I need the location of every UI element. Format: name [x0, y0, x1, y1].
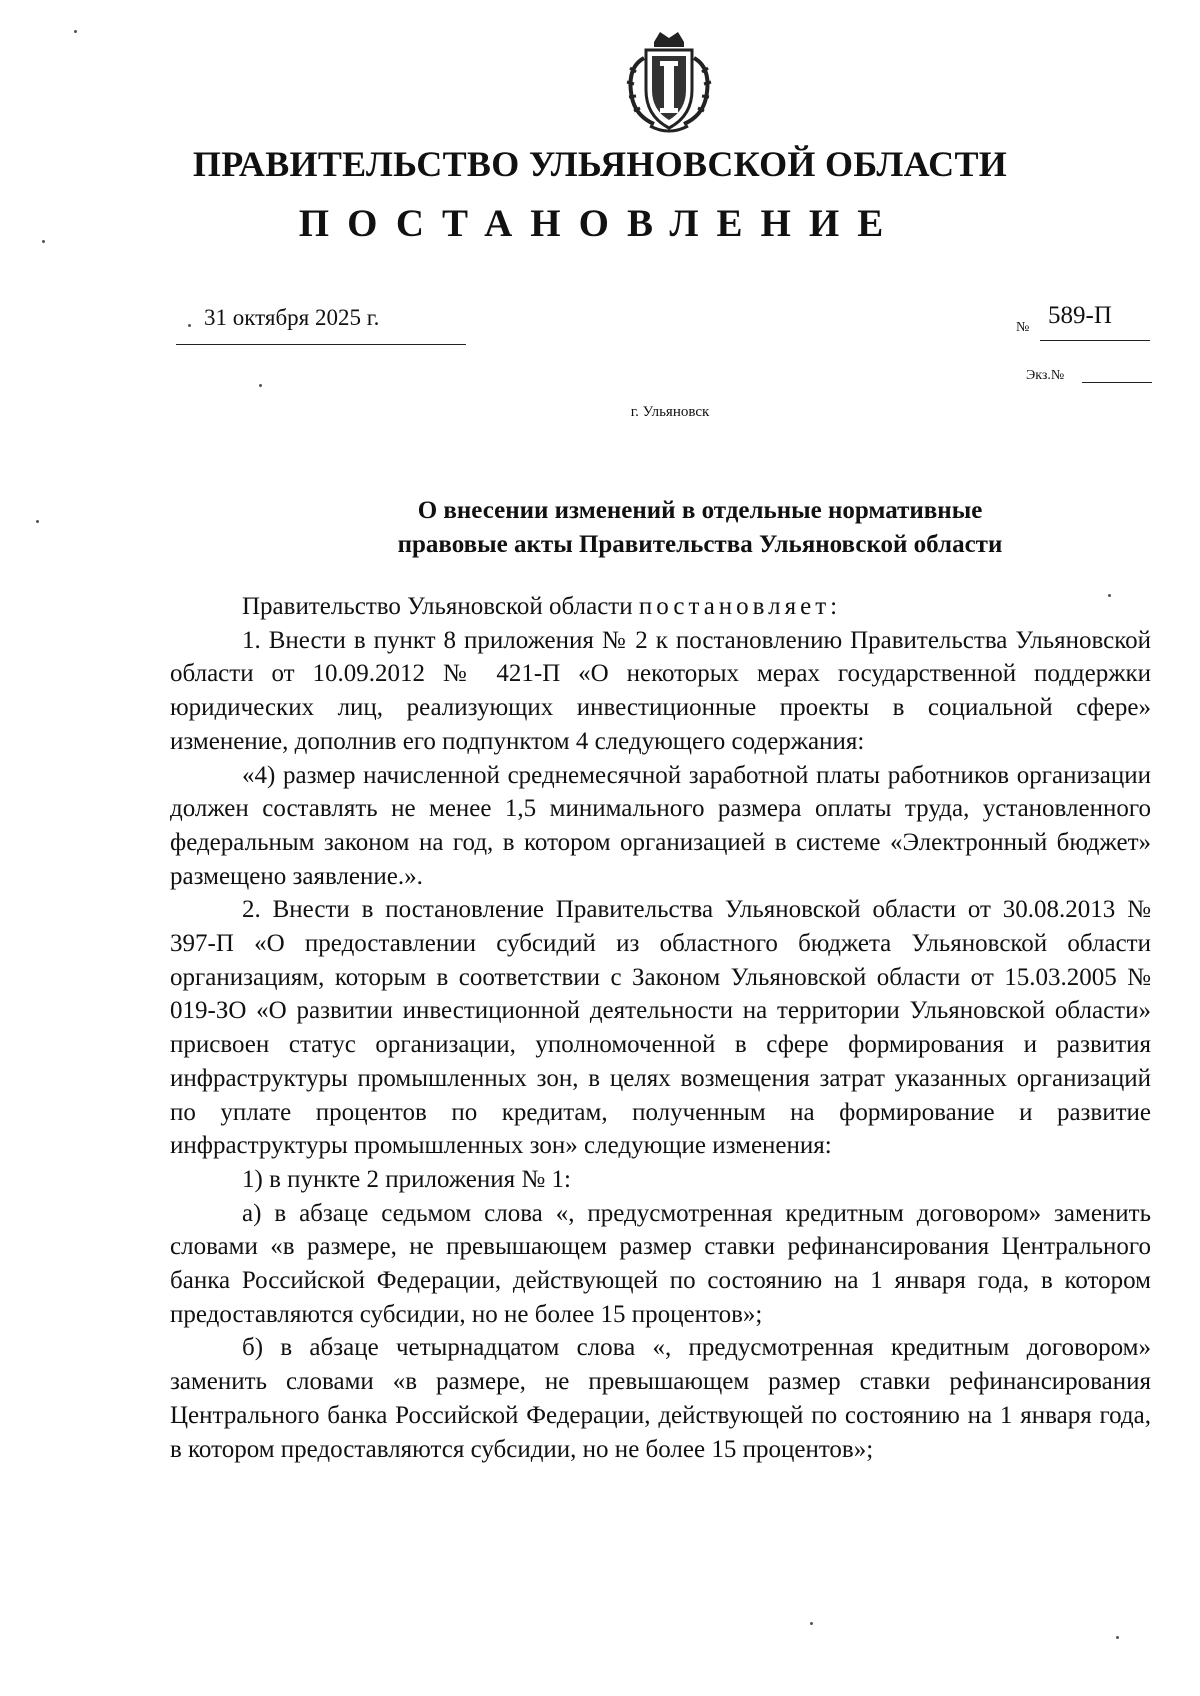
paragraph-2: 2. Внести в постановление Правительства Ульяновской области от 30.08.2013 № 397-П «О предоставлении субсидий из областного бюджета Ульяновской области организациям, которым в соответствии с Законом Ульяновской области от 15.03.2005 № 019-ЗО «О развитии инвестиционной деятельности на территории Ульяновской области» присвоен статус организации, уполномоченной в сфере формирования и развития инфраструктуры промышленных зон, в целях возмещения затрат указанных организаций по уплате процентов по кредитам, полученным на формирование и развитие инфраструктуры промышленных зон» следующие изменения: [170, 896, 1151, 1160]
paragraph-1: 1. Внести в пункт 8 приложения № 2 к постановлению Правительства Ульяновской области от 10.09.2012 № 421-П «О некоторых мерах государственной поддержки юридических лиц, реализующих инвестиционные проекты в социальной сфере» изменение, дополнив его подпунктом 4 следующего содержания: [170, 626, 1151, 755]
scan-speck [1116, 1636, 1119, 1639]
document-subject [230, 494, 1170, 562]
intro-paragraph [170, 590, 1151, 624]
scan-speck [810, 1622, 813, 1625]
document-type-heading: ПОСТАНОВЛЕНИЕ [298, 202, 902, 245]
scan-speck [1108, 594, 1111, 597]
copy-number-underline [1082, 382, 1152, 383]
scan-speck [74, 30, 77, 33]
document-body [170, 590, 1151, 1466]
subject-line-1: О внесении изменений в отдельные нормативные [417, 497, 983, 524]
scan-speck [36, 520, 39, 523]
number-sign: № [1016, 320, 1030, 335]
coat-of-arms-emblem [614, 28, 724, 138]
scan-speck [188, 324, 191, 327]
document-date: 31 октября 2025 г. [204, 305, 380, 330]
copy-number-label: Экз.№ [1026, 368, 1065, 383]
paragraph-2-item-1a: а) в абзаце седьмом слова «, предусмотренная кредитным договором» заменить словами «в размере, не превышающем размер ставки рефинансирования Центрального банка Российской Федерации, действующей по состоянию на 1 января года, в котором предоставляются субсидии, но не более 15 процентов»; [170, 1199, 1151, 1328]
subject-line-2: правовые акты Правительства Ульяновской области [397, 531, 1003, 558]
scan-speck [259, 384, 262, 387]
document-number: 589-П [1048, 302, 1112, 329]
paragraph-2-item-1: 1) в пункте 2 приложения № 1: [242, 1165, 571, 1193]
number-underline [1040, 340, 1150, 341]
city-label: г. Ульяновск [630, 404, 710, 420]
intro-prefix: Правительство Ульяновской области [242, 593, 639, 620]
paragraph-2-item-1b: б) в абзаце четырнадцатом слова «, предусмотренная кредитным договором» заменить словами «в размере, не превышающем размер ставки рефинансирования Центрального банка Российской Федерации, действующей по состоянию на 1 января года, в котором предоставляются субсидии, но не более 15 процентов»; [170, 1334, 1151, 1463]
government-title: ПРАВИТЕЛЬСТВО УЛЬЯНОВСКОЙ ОБЛАСТИ [192, 144, 1008, 184]
date-underline [176, 344, 466, 345]
paragraph-1-quote: «4) размер начисленной среднемесячной заработной платы работников организации должен составлять не менее 1,5 минимального размера оплаты труда, установленного федеральным законом на год, в котором организацией в системе «Электронный бюджет» размещено заявление.». [170, 761, 1151, 890]
intro-verb: постановляет: [638, 593, 842, 620]
scan-speck [42, 240, 45, 243]
